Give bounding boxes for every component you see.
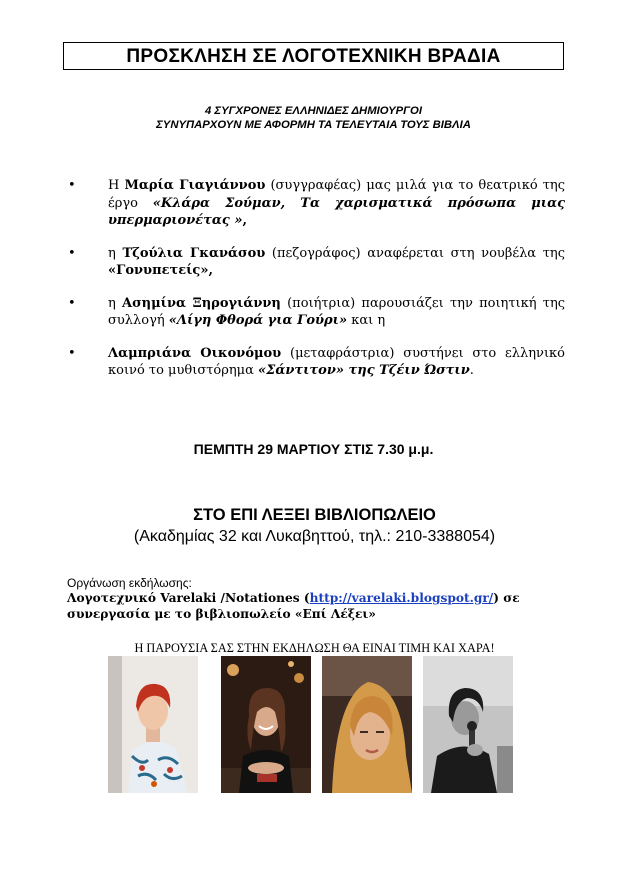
item-suffix: .	[469, 363, 474, 378]
event-venue: ΣΤΟ ΕΠΙ ΛΕΞΕΙ ΒΙΒΛΙΟΠΩΛΕΙΟ	[193, 506, 436, 524]
author-name: Λαμπριάνα Οικονόμου	[108, 345, 282, 361]
organizer-name: Λογοτεχνικό Varelaki /Notationes (	[67, 591, 310, 605]
subtitle-line-1: 4 ΣΥΓΧΡΟΝΕΣ ΕΛΛΗΝΙΔΕΣ ΔΗΜΙΟΥΡΓΟΙ	[205, 105, 422, 117]
work-title: «Σάντιτον» της Τζέιν Ώστιν	[258, 363, 470, 378]
work-title: «Κλάρα Σούμαν, Τα χαρισματικά πρόσωπα μιας υπερμαριονέτας »	[108, 195, 565, 228]
item-prefix: η	[108, 295, 123, 311]
item-suffix: ,	[208, 263, 213, 278]
blog-link[interactable]: http://varelaki.blogspot.gr/	[309, 591, 494, 605]
author-photo-3	[322, 656, 412, 793]
authors-list	[68, 177, 565, 395]
event-date: ΠΕΜΠΤΗ 29 ΜΑΡΤΙΟΥ ΣΤΙΣ 7.30 μ.μ.	[193, 441, 434, 457]
organization-line-1	[67, 590, 563, 606]
invitation-title: ΠΡΟΣΚΛΗΣΗ ΣΕ ΛΟΓΟΤΕΧΝΙΚΗ ΒΡΑΔΙΑ	[63, 42, 564, 70]
work-title: «Λίγη Φθορά για Γούρι»	[168, 313, 348, 328]
author-photo-4	[423, 656, 513, 793]
author-name: Ασημίνα Ξηρογιάννη	[122, 295, 281, 311]
event-address: (Ακαδημίας 32 και Λυκαβηττού, τηλ.: 210-3388054)	[133, 528, 496, 545]
subtitle-line-2: ΣΥΝΥΠΑΡΧΟΥΝ ΜΕ ΑΦΟΡΜΗ ΤΑ ΤΕΛΕΥΤΑΙΑ ΤΟΥΣ ΒΙΒΛΙΑ	[156, 119, 471, 131]
author-name: Μαρία Γιαγιάννου	[124, 178, 266, 193]
bullet-icon: •	[68, 295, 76, 311]
author-photo-2	[221, 656, 311, 793]
list-item	[68, 245, 565, 280]
item-description: (πεζογράφος) αναφέρεται στη νουβέλα της	[265, 245, 566, 261]
item-suffix: και η	[347, 313, 386, 328]
organizer-suffix: ) σε	[493, 591, 520, 605]
organization-line-2: συνεργασία με το βιβλιοπωλείο «Επί Λέξει»	[67, 607, 376, 621]
author-name: Τζούλια Γκανάσου	[122, 245, 266, 261]
item-description: (συγγραφέας) μας μιλά για το θεατρικό της έργο	[108, 178, 565, 211]
list-item	[68, 345, 565, 380]
item-description: (ποιήτρια) παρουσιάζει την ποιητική της συλλογή	[108, 295, 566, 328]
item-prefix: Η	[108, 178, 125, 193]
item-prefix: η	[108, 245, 123, 261]
bullet-icon: •	[68, 178, 76, 193]
bullet-icon: •	[68, 245, 76, 261]
closing-message: Η ΠΑΡΟΥΣΙΑ ΣΑΣ ΣΤΗΝ ΕΚΔΗΛΩΣΗ ΘΑ ΕΙΝΑΙ ΤΙΜΗ ΚΑΙ ΧΑΡΑ!	[134, 641, 495, 655]
item-description: (μεταφράστρια) συστήνει στο ελληνικό κοινό το μυθιστόρημα	[108, 345, 565, 378]
list-item	[68, 177, 565, 230]
work-title: «Γονυπετείς»	[108, 263, 209, 278]
author-photo-1	[108, 656, 198, 793]
list-item	[68, 295, 565, 330]
item-suffix: ,	[242, 213, 247, 228]
bullet-icon: •	[68, 345, 76, 361]
organization-label: Οργάνωση εκδήλωσης:	[67, 576, 192, 590]
